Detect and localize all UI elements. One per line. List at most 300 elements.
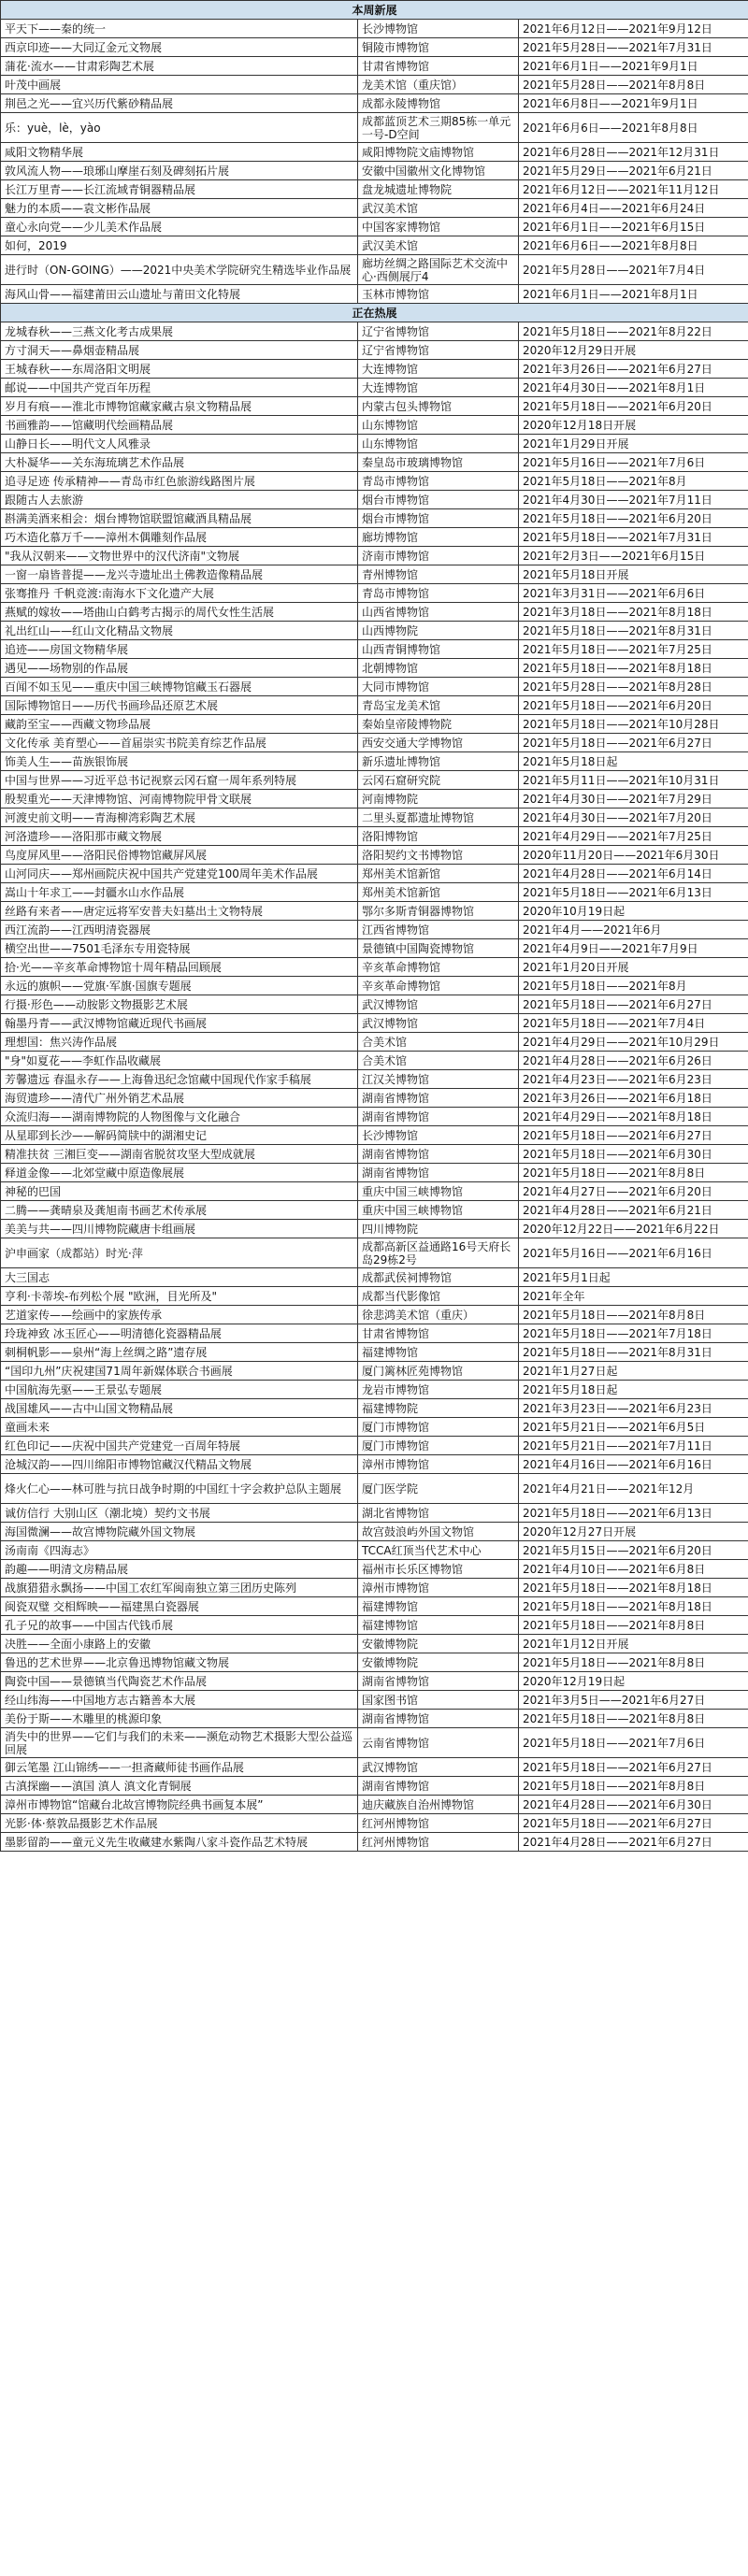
venue-cell: 中国客家博物馆 [358, 218, 519, 236]
venue-cell: 福建博物院 [358, 1399, 519, 1418]
date-range-cell: 2021年4月10日——2021年6月8日 [519, 1560, 748, 1579]
exhibition-name-cell: 鸟度屏风里——洛阳民俗博物馆藏屏风展 [1, 846, 358, 865]
table-row [1, 1418, 748, 1437]
venue-cell: 洛阳契约文书博物馆 [358, 846, 519, 865]
venue-cell: 福建博物馆 [358, 1597, 519, 1616]
date-range-cell: 2021年4月30日——2021年7月29日 [519, 790, 748, 809]
date-range-cell: 2021年6月6日——2021年8月8日 [519, 236, 748, 255]
exhibition-name-cell: 跟随古人去旅游 [1, 491, 358, 509]
table-row [1, 38, 748, 57]
table-row [1, 1691, 748, 1710]
venue-cell: 安徽博物院 [358, 1653, 519, 1672]
table-row [1, 76, 748, 94]
table-row [1, 1089, 748, 1108]
venue-cell: 辽宁省博物馆 [358, 322, 519, 341]
exhibition-name-cell: 诚仿信行 大别山区（潮北境）契约文书展 [1, 1504, 358, 1523]
table-row [1, 236, 748, 255]
exhibition-name-cell: 海国微澜——故宫博物院藏外国文物展 [1, 1523, 358, 1541]
table-row [1, 1164, 748, 1182]
date-range-cell: 2021年5月1日起 [519, 1268, 748, 1287]
date-range-cell: 2021年5月18日起 [519, 752, 748, 771]
venue-cell: 合美术馆 [358, 1052, 519, 1070]
exhibition-name-cell: 从星耶到长沙——解码简牍中的湖湘史记 [1, 1126, 358, 1145]
exhibition-name-cell: 斟满美酒来相会：烟台博物馆联盟馆藏酒具精品展 [1, 509, 358, 528]
table-row [1, 827, 748, 846]
date-range-cell: 2021年5月16日——2021年7月6日 [519, 453, 748, 472]
exhibition-name-cell: 经山纬海——中国地方志古籍善本大展 [1, 1691, 358, 1710]
table-row [1, 1777, 748, 1796]
table-row [1, 1201, 748, 1220]
exhibition-name-cell: 大三国志 [1, 1268, 358, 1287]
exhibition-name-cell: “国印九州”庆祝建国71周年新媒体联合书画展 [1, 1362, 358, 1381]
venue-cell: 咸阳博物院文庙博物馆 [358, 143, 519, 162]
date-range-cell: 2021年5月18日——2021年7月25日 [519, 640, 748, 659]
venue-cell: 郑州美术馆新馆 [358, 865, 519, 883]
exhibition-name-cell: 饰美人生——苗族银饰展 [1, 752, 358, 771]
exhibition-name-cell: 追寻足迹 传承精神——青岛市红色旅游线路图片展 [1, 472, 358, 491]
venue-cell: 重庆中国三峡博物馆 [358, 1182, 519, 1201]
date-range-cell: 2021年4月28日——2021年6月14日 [519, 865, 748, 883]
venue-cell: 鄂尔多斯青铜器博物馆 [358, 902, 519, 921]
date-range-cell: 2021年6月6日——2021年8月8日 [519, 113, 748, 143]
date-range-cell: 2021年5月28日——2021年8月28日 [519, 678, 748, 696]
table-row [1, 1268, 748, 1287]
exhibition-name-cell: 鲁迅的艺术世界——北京鲁迅博物馆藏文物展 [1, 1653, 358, 1672]
exhibition-name-cell: 韵趣——明清文房精品展 [1, 1560, 358, 1579]
date-range-cell: 2021年5月29日——2021年6月21日 [519, 162, 748, 180]
exhibition-name-cell: 红色印记——庆祝中国共产党建党一百周年特展 [1, 1437, 358, 1455]
exhibition-name-cell: 刺桐帆影——泉州“海上丝绸之路”遗存展 [1, 1343, 358, 1362]
date-range-cell: 2021年4月28日——2021年6月27日 [519, 1833, 748, 1852]
exhibition-name-cell: 嵩山十年求工——封疆水山水作品展 [1, 883, 358, 902]
exhibition-name-cell: 烽火仁心——林可胜与抗日战争时期的中国红十字会救护总队主题展 [1, 1474, 358, 1504]
table-row [1, 1287, 748, 1306]
exhibition-name-cell: 蒲花·流水——甘肃彩陶艺术展 [1, 57, 358, 76]
table-row [1, 1635, 748, 1653]
table-row [1, 958, 748, 977]
exhibition-name-cell: 追迹——房国文物精华展 [1, 640, 358, 659]
date-range-cell: 2021年6月1日——2021年8月1日 [519, 285, 748, 304]
venue-cell: 甘肃省博物馆 [358, 1324, 519, 1343]
exhibition-name-cell: 山河同庆——郑州画院庆祝中国共产党建党100周年美术作品展 [1, 865, 358, 883]
exhibition-name-cell: 释道金像——北郊堂藏中原造像展展 [1, 1164, 358, 1182]
exhibition-name-cell: 亨利·卡蒂埃-布列松个展 "欧洲，目光所及" [1, 1287, 358, 1306]
exhibition-name-cell: 拾·光——辛亥革命博物馆十周年精品回顾展 [1, 958, 358, 977]
table-row [1, 1324, 748, 1343]
date-range-cell: 2021年5月18日——2021年7月31日 [519, 528, 748, 547]
date-range-cell: 2021年5月16日——2021年6月16日 [519, 1238, 748, 1268]
venue-cell: 湖南省博物馆 [358, 1672, 519, 1691]
date-range-cell: 2021年3月31日——2021年6月6日 [519, 584, 748, 603]
date-range-cell: 2020年12月19日起 [519, 1672, 748, 1691]
venue-cell: TCCA红顶当代艺术中心 [358, 1541, 519, 1560]
venue-cell: 武汉博物馆 [358, 1758, 519, 1777]
table-row [1, 113, 748, 143]
table-row [1, 1381, 748, 1399]
exhibition-name-cell: 海风山骨——福建莆田云山遗址与莆田文化特展 [1, 285, 358, 304]
exhibition-name-cell: 进行时（ON-GOING）——2021中央美术学院研究生精选毕业作品展 [1, 255, 358, 285]
venue-cell: 秦始皇帝陵博物院 [358, 715, 519, 734]
date-range-cell: 2021年4月29日——2021年10月29日 [519, 1033, 748, 1052]
venue-cell: 武汉美术馆 [358, 199, 519, 218]
exhibition-name-cell: 西京印迹——大同辽金元文物展 [1, 38, 358, 57]
date-range-cell: 2021年5月28日——2021年7月4日 [519, 255, 748, 285]
table-row [1, 1541, 748, 1560]
venue-cell: 龙岩市博物馆 [358, 1381, 519, 1399]
table-row [1, 322, 748, 341]
table-row [1, 528, 748, 547]
venue-cell: 厦门市博物馆 [358, 1437, 519, 1455]
venue-cell: 玉林市博物馆 [358, 285, 519, 304]
date-range-cell: 2021年5月18日——2021年6月20日 [519, 509, 748, 528]
table-row [1, 1220, 748, 1238]
venue-cell: 北朝博物馆 [358, 659, 519, 678]
table-row [1, 397, 748, 416]
date-range-cell: 2021年5月18日——2021年6月27日 [519, 1814, 748, 1833]
exhibition-name-cell: 决胜——全面小康路上的安徽 [1, 1635, 358, 1653]
venue-cell: 辛亥革命博物馆 [358, 958, 519, 977]
section-title: 正在热展 [1, 304, 748, 322]
exhibition-name-cell: 闽瓷双璧 交相辉映——福建黑白瓷器展 [1, 1597, 358, 1616]
date-range-cell: 2021年5月18日——2021年8月 [519, 977, 748, 995]
table-row [1, 379, 748, 397]
venue-cell: 湖南省博物馆 [358, 1164, 519, 1182]
exhibition-name-cell: 漳州市博物馆“馆藏台北故宫博物院经典书画复本展” [1, 1796, 358, 1814]
date-range-cell: 2021年4月21日——2021年12月 [519, 1474, 748, 1504]
table-row [1, 696, 748, 715]
date-range-cell: 2021年5月18日——2021年8月 [519, 472, 748, 491]
table-row [1, 1672, 748, 1691]
date-range-cell: 2021年4月28日——2021年6月30日 [519, 1796, 748, 1814]
date-range-cell: 2021年3月23日——2021年6月23日 [519, 1399, 748, 1418]
date-range-cell: 2021年5月18日——2021年7月6日 [519, 1728, 748, 1758]
exhibition-name-cell: 遇见——场物别的作品展 [1, 659, 358, 678]
date-range-cell: 2021年6月4日——2021年6月24日 [519, 199, 748, 218]
exhibition-name-cell: 荆邑之光——宜兴历代紫砂精品展 [1, 94, 358, 113]
date-range-cell: 2021年5月15日——2021年6月20日 [519, 1541, 748, 1560]
venue-cell: 红河州博物馆 [358, 1833, 519, 1852]
venue-cell: 成都蓝顶艺术三期85栋一单元一号-D空间 [358, 113, 519, 143]
date-range-cell: 2021年5月18日——2021年8月8日 [519, 1164, 748, 1182]
table-row [1, 20, 748, 38]
date-range-cell: 2021年5月18日——2021年7月4日 [519, 1014, 748, 1033]
venue-cell: 武汉美术馆 [358, 236, 519, 255]
exhibition-name-cell: 龙城春秋——三燕文化考古成果展 [1, 322, 358, 341]
date-range-cell: 2021年5月18日——2021年8月8日 [519, 1777, 748, 1796]
date-range-cell: 2021年5月18日——2021年8月18日 [519, 1597, 748, 1616]
exhibition-name-cell: "身"如夏花——李虹作品收藏展 [1, 1052, 358, 1070]
date-range-cell: 2021年4月29日——2021年7月25日 [519, 827, 748, 846]
exhibition-name-cell: 沧城汉韵——四川绵阳市博物馆藏汉代精品文物展 [1, 1455, 358, 1474]
exhibition-name-cell: 战国雄风——古中山国文物精品展 [1, 1399, 358, 1418]
date-range-cell: 2021年5月18日——2021年8月8日 [519, 1306, 748, 1324]
table-row [1, 1145, 748, 1164]
table-row [1, 416, 748, 435]
venue-cell: 青岛市博物馆 [358, 472, 519, 491]
venue-cell: 云冈石窟研究院 [358, 771, 519, 790]
table-row [1, 453, 748, 472]
date-range-cell: 2021年5月18日——2021年6月27日 [519, 734, 748, 752]
exhibition-name-cell: 墨影留韵——童元义先生收藏建水紫陶八家斗瓷作品艺术特展 [1, 1833, 358, 1852]
table-row [1, 1455, 748, 1474]
exhibition-name-cell: 长江万里青——长江流域青铜器精品展 [1, 180, 358, 199]
date-range-cell: 2021年1月29日开展 [519, 435, 748, 453]
venue-cell: 辽宁省博物馆 [358, 341, 519, 360]
venue-cell: 秦皇岛市玻璃博物馆 [358, 453, 519, 472]
venue-cell: 故宫鼓浪屿外国文物馆 [358, 1523, 519, 1541]
venue-cell: 甘肃省博物馆 [358, 57, 519, 76]
table-row [1, 547, 748, 565]
venue-cell: 辛亥革命博物馆 [358, 977, 519, 995]
exhibition-name-cell: 咸阳文物精华展 [1, 143, 358, 162]
table-row [1, 1362, 748, 1381]
date-range-cell: 2021年5月18日——2021年6月30日 [519, 1145, 748, 1164]
exhibition-name-cell: 汤南南《四海志》 [1, 1541, 358, 1560]
table-row [1, 977, 748, 995]
table-row [1, 491, 748, 509]
table-row [1, 1052, 748, 1070]
venue-cell: 福建博物馆 [358, 1616, 519, 1635]
venue-cell: 山东博物馆 [358, 435, 519, 453]
venue-cell: 江汉关博物馆 [358, 1070, 519, 1089]
venue-cell: 河南博物院 [358, 790, 519, 809]
venue-cell: 大同市博物馆 [358, 678, 519, 696]
venue-cell: 合美术馆 [358, 1033, 519, 1052]
exhibition-name-cell: 消失中的世界——它们与我们的未来——濒危动物艺术摄影大型公益巡回展 [1, 1728, 358, 1758]
venue-cell: 安徽博物院 [358, 1635, 519, 1653]
venue-cell: 红河州博物馆 [358, 1814, 519, 1833]
table-row [1, 565, 748, 584]
exhibition-name-cell: 中国航海先驱——王景弘专题展 [1, 1381, 358, 1399]
table-row [1, 883, 748, 902]
venue-cell: 重庆中国三峡博物馆 [358, 1201, 519, 1220]
venue-cell: 云南省博物馆 [358, 1728, 519, 1758]
venue-cell: 漳州市博物馆 [358, 1579, 519, 1597]
date-range-cell: 2021年5月18日——2021年8月8日 [519, 1616, 748, 1635]
date-range-cell: 2021年5月18日——2021年8月31日 [519, 1343, 748, 1362]
exhibition-name-cell: 百闻不如玉见——重庆中国三峡博物馆藏玉石器展 [1, 678, 358, 696]
venue-cell: 山西省博物馆 [358, 603, 519, 622]
date-range-cell: 2021年5月18日起 [519, 1381, 748, 1399]
exhibition-name-cell: 大朴凝华——关东海琉璃艺术作品展 [1, 453, 358, 472]
table-row [1, 846, 748, 865]
date-range-cell: 2021年5月28日——2021年7月31日 [519, 38, 748, 57]
date-range-cell: 2021年5月18日——2021年8月18日 [519, 659, 748, 678]
venue-cell: 洛阳博物馆 [358, 827, 519, 846]
date-range-cell: 2021年4月——2021年6月 [519, 921, 748, 939]
date-range-cell: 2021年6月12日——2021年11月12日 [519, 180, 748, 199]
date-range-cell: 2021年3月18日——2021年8月18日 [519, 603, 748, 622]
date-range-cell: 2021年4月29日——2021年8月18日 [519, 1108, 748, 1126]
venue-cell: 湖南省博物馆 [358, 1710, 519, 1728]
table-row [1, 809, 748, 827]
table-row [1, 790, 748, 809]
venue-cell: 二里头夏都遗址博物馆 [358, 809, 519, 827]
exhibition-name-cell: 如何，2019 [1, 236, 358, 255]
exhibition-name-cell: 战旗猎猎永飘扬——中国工农红军闽南独立第三团历史陈列 [1, 1579, 358, 1597]
date-range-cell: 2021年5月18日——2021年6月20日 [519, 696, 748, 715]
date-range-cell: 2021年4月9日——2021年7月9日 [519, 939, 748, 958]
table-row [1, 921, 748, 939]
date-range-cell: 2021年5月18日——2021年8月18日 [519, 1579, 748, 1597]
venue-cell: 厦门医学院 [358, 1474, 519, 1504]
date-range-cell: 2021年5月18日——2021年7月18日 [519, 1324, 748, 1343]
date-range-cell: 2021年4月27日——2021年6月20日 [519, 1182, 748, 1201]
exhibition-name-cell: 巧木造化慕万千——漳州木偶雕刻作品展 [1, 528, 358, 547]
date-range-cell: 2021年5月18日——2021年6月27日 [519, 1758, 748, 1777]
exhibition-name-cell: 方寸洞天——鼻烟壶精品展 [1, 341, 358, 360]
table-row [1, 902, 748, 921]
exhibition-name-cell: 陶瓷中国——景德镇当代陶瓷艺术作品展 [1, 1672, 358, 1691]
exhibition-name-cell: 乐：yuè，lè，yào [1, 113, 358, 143]
exhibition-name-cell: 王城春秋——东周洛阳文明展 [1, 360, 358, 379]
exhibition-name-cell: 藏韵至宝——西藏文物珍品展 [1, 715, 358, 734]
table-row [1, 1833, 748, 1852]
date-range-cell: 2021年6月12日——2021年9月12日 [519, 20, 748, 38]
table-row [1, 1560, 748, 1579]
table-row [1, 1474, 748, 1504]
venue-cell: 廊坊博物馆 [358, 528, 519, 547]
venue-cell: 大连博物馆 [358, 360, 519, 379]
venue-cell: 青州博物馆 [358, 565, 519, 584]
exhibition-name-cell: 行摄·形色——动胺影文物摄影艺术展 [1, 995, 358, 1014]
exhibition-name-cell: 一窗一扇皆普提——龙兴寺遗址出土佛教造像精品展 [1, 565, 358, 584]
exhibition-name-cell: 沪申画家（成都站）时光·萍 [1, 1238, 358, 1268]
venue-cell: 烟台市博物馆 [358, 491, 519, 509]
venue-cell: 湖南省博物馆 [358, 1108, 519, 1126]
exhibition-name-cell: 山静日长——明代文人风雅录 [1, 435, 358, 453]
date-range-cell: 2020年12月29日开展 [519, 341, 748, 360]
table-row [1, 1504, 748, 1523]
table-row [1, 1758, 748, 1777]
venue-cell: 国家图书馆 [358, 1691, 519, 1710]
table-row [1, 162, 748, 180]
venue-cell: 厦门篱林匠苑博物馆 [358, 1362, 519, 1381]
exhibition-name-cell: 文化传承 美育塑心——首届崇实书院美育综艺作品展 [1, 734, 358, 752]
table-row [1, 603, 748, 622]
venue-cell: 徐悲鸿美术馆（重庆） [358, 1306, 519, 1324]
exhibition-name-cell: 翰墨丹青——武汉博物馆藏近现代书画展 [1, 1014, 358, 1033]
date-range-cell: 2021年5月21日——2021年6月5日 [519, 1418, 748, 1437]
exhibition-name-cell: 神秘的巴国 [1, 1182, 358, 1201]
date-range-cell: 2021年4月28日——2021年6月26日 [519, 1052, 748, 1070]
section-header [1, 1, 748, 20]
exhibition-name-cell: 平天下——秦的统一 [1, 20, 358, 38]
date-range-cell: 2021年6月1日——2021年6月15日 [519, 218, 748, 236]
date-range-cell: 2021年5月18日——2021年10月28日 [519, 715, 748, 734]
exhibition-name-cell: 魅力的本质——袁文彬作品展 [1, 199, 358, 218]
table-row [1, 865, 748, 883]
exhibition-name-cell: 永远的旗帜——党旗·军旗·国旗专题展 [1, 977, 358, 995]
exhibition-name-cell: 御云笔墨 江山锦绣——一担斋藏师徒书画作品展 [1, 1758, 358, 1777]
venue-cell: 铜陵市博物馆 [358, 38, 519, 57]
exhibition-name-cell: 张骞推丹 千帆竞渡:南海水下文化遗产大展 [1, 584, 358, 603]
date-range-cell: 2020年10月19日起 [519, 902, 748, 921]
venue-cell: 迪庆藏族自治州博物馆 [358, 1796, 519, 1814]
date-range-cell: 2021年1月27日起 [519, 1362, 748, 1381]
exhibition-name-cell: 理想国：焦兴涛作品展 [1, 1033, 358, 1052]
date-range-cell: 2021年4月16日——2021年6月16日 [519, 1455, 748, 1474]
table-row [1, 143, 748, 162]
date-range-cell: 2020年12月27日开展 [519, 1523, 748, 1541]
venue-cell: 西安交通大学博物馆 [358, 734, 519, 752]
venue-cell: 成都高新区益通路16号天府长岛29栋2号 [358, 1238, 519, 1268]
venue-cell: 大连博物馆 [358, 379, 519, 397]
table-row [1, 1399, 748, 1418]
exhibition-name-cell: 众流归海——湖南博物院的人物图像与文化融合 [1, 1108, 358, 1126]
venue-cell: 福州市长乐区博物馆 [358, 1560, 519, 1579]
table-row [1, 734, 748, 752]
table-row [1, 180, 748, 199]
table-row [1, 715, 748, 734]
venue-cell: 武汉博物馆 [358, 1014, 519, 1033]
date-range-cell: 2021年5月18日——2021年6月27日 [519, 1126, 748, 1145]
exhibition-name-cell: 童画未来 [1, 1418, 358, 1437]
exhibition-name-cell: 童心永向党——少儿美术作品展 [1, 218, 358, 236]
table-row [1, 1033, 748, 1052]
table-row [1, 678, 748, 696]
venue-cell: 湖南省博物馆 [358, 1145, 519, 1164]
date-range-cell: 2021年6月8日——2021年9月1日 [519, 94, 748, 113]
venue-cell: 郑州美术馆新馆 [358, 883, 519, 902]
exhibition-name-cell: 中国与世界——习近平总书记视察云冈石窟一周年系列特展 [1, 771, 358, 790]
table-row [1, 1108, 748, 1126]
date-range-cell: 2021年5月18日——2021年6月13日 [519, 883, 748, 902]
table-row [1, 1182, 748, 1201]
section-title: 本周新展 [1, 1, 748, 20]
date-range-cell: 2020年12月22日——2021年6月22日 [519, 1220, 748, 1238]
exhibition-name-cell: 光影·体·蔡敦品摄影艺术作品展 [1, 1814, 358, 1833]
venue-cell: 成都永陵博物馆 [358, 94, 519, 113]
exhibition-name-cell: 孔子兄的故事——中国古代钱币展 [1, 1616, 358, 1635]
venue-cell: 湖南省博物馆 [358, 1777, 519, 1796]
date-range-cell: 2021年4月28日——2021年6月21日 [519, 1201, 748, 1220]
table-row [1, 435, 748, 453]
date-range-cell: 2021年5月18日——2021年8月22日 [519, 322, 748, 341]
date-range-cell: 2021年3月26日——2021年6月27日 [519, 360, 748, 379]
exhibition-name-cell: 玲珑神致 冰玉匠心——明清德化瓷器精品展 [1, 1324, 358, 1343]
exhibition-name-cell: 殷契重光——天津博物馆、河南博物院甲骨文联展 [1, 790, 358, 809]
venue-cell: 湖南省博物馆 [358, 1089, 519, 1108]
table-row [1, 218, 748, 236]
table-row [1, 1014, 748, 1033]
date-range-cell: 2021年5月18日——2021年6月20日 [519, 397, 748, 416]
table-row [1, 360, 748, 379]
table-row [1, 1728, 748, 1758]
exhibition-name-cell: 海贸遗珍——清代广州外销艺术品展 [1, 1089, 358, 1108]
date-range-cell: 2021年3月5日——2021年6月27日 [519, 1691, 748, 1710]
venue-cell: 济南市博物馆 [358, 547, 519, 565]
date-range-cell: 2021年6月28日——2021年12月31日 [519, 143, 748, 162]
venue-cell: 廊坊丝绸之路国际艺术交流中心·西侧展厅4 [358, 255, 519, 285]
exhibition-name-cell: 河洛遗珍——洛阳那市藏文物展 [1, 827, 358, 846]
exhibition-name-cell: 古滇探幽——滇国 滇人 滇文化青铜展 [1, 1777, 358, 1796]
table-row [1, 1796, 748, 1814]
exhibition-name-cell: 书画雅韵——馆藏明代绘画精品展 [1, 416, 358, 435]
date-range-cell: 2021年4月30日——2021年7月11日 [519, 491, 748, 509]
table-row [1, 1238, 748, 1268]
exhibition-name-cell: 芳馨遗远 春温永存——上海鲁迅纪念馆藏中国现代作家手稿展 [1, 1070, 358, 1089]
table-row [1, 1343, 748, 1362]
date-range-cell: 2021年6月1日——2021年9月1日 [519, 57, 748, 76]
venue-cell: 新乐遗址博物馆 [358, 752, 519, 771]
venue-cell: 长沙博物馆 [358, 1126, 519, 1145]
exhibition-name-cell: 河渡史前文明——青海柳湾彩陶艺术展 [1, 809, 358, 827]
exhibition-name-cell: 美份于斯——木雕里的桃源印象 [1, 1710, 358, 1728]
venue-cell: 安徽中国徽州文化博物馆 [358, 162, 519, 180]
table-row [1, 939, 748, 958]
date-range-cell: 2020年12月18日开展 [519, 416, 748, 435]
